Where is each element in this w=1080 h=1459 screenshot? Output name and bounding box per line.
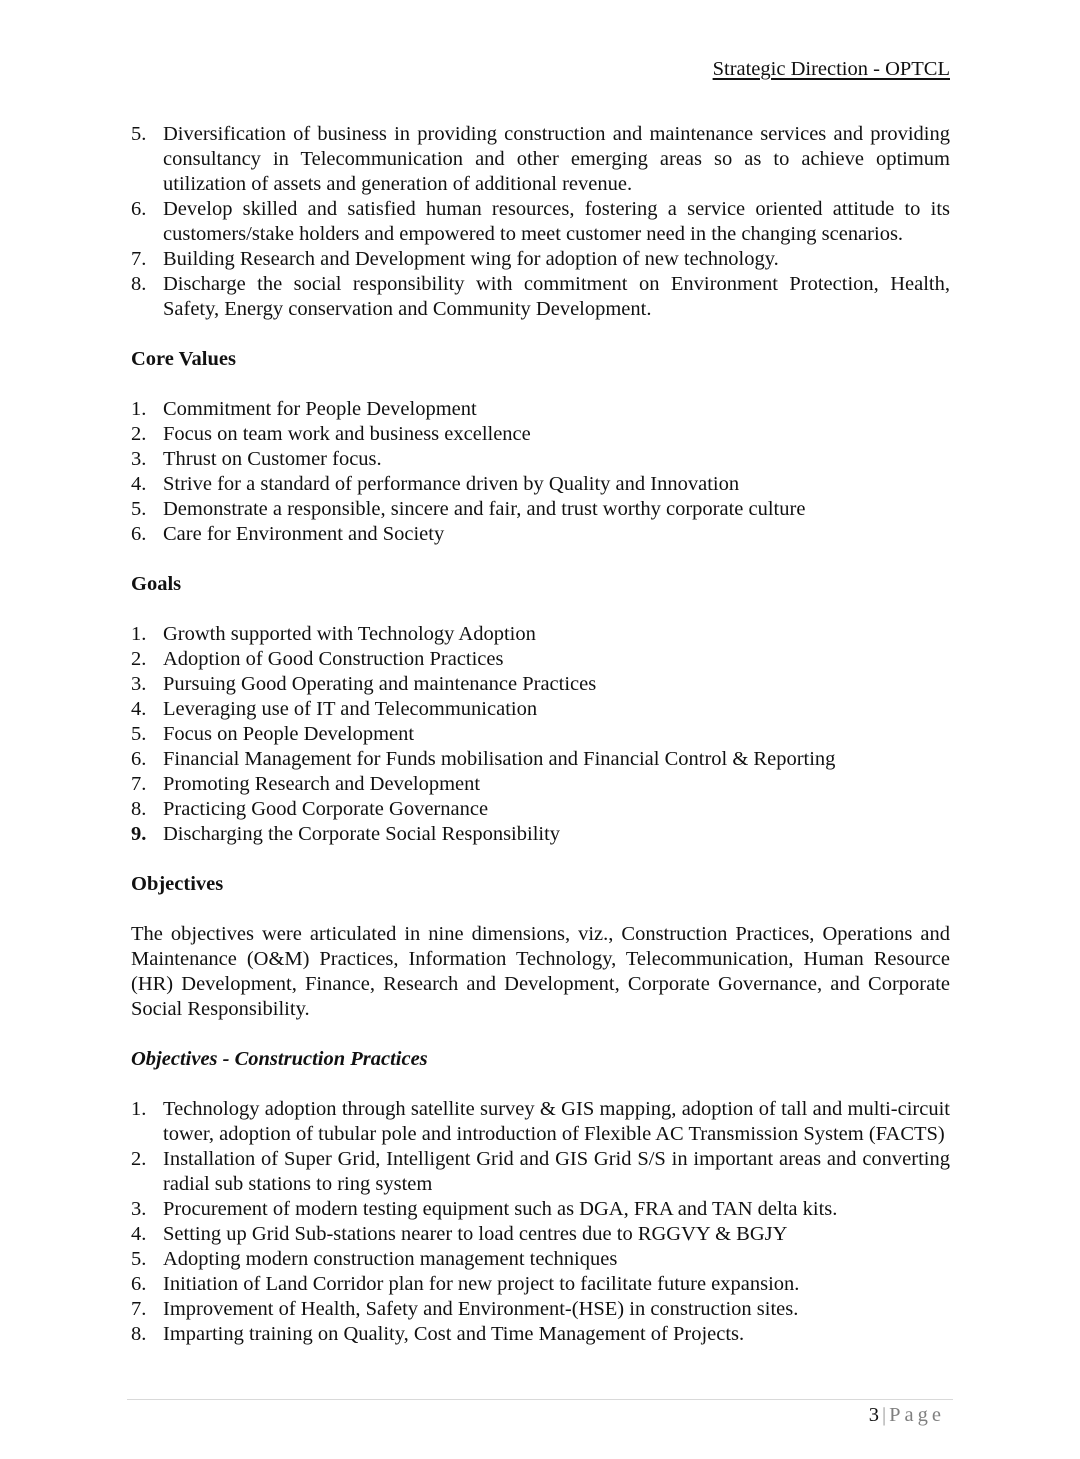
list-text: Focus on team work and business excellence [163, 423, 531, 445]
page-label: Page [889, 1404, 945, 1426]
list-number: 7. [131, 773, 147, 795]
list-number: 8. [131, 798, 147, 820]
list-text: Building Research and Development wing for adoption of new technology. [163, 248, 779, 270]
list-text: Practicing Good Corporate Governance [163, 798, 489, 820]
list-text: Growth supported with Technology Adoption [163, 623, 536, 645]
list-text: Diversification of business in providing construction and maintenance services and providing consultancy in Telecommunication and other emerging areas so as to achieve optimum utilization of assets and generation of additional revenue. [163, 123, 950, 195]
list-item [131, 1222, 950, 1247]
list-item [131, 1297, 950, 1322]
list-number: 6. [131, 523, 147, 545]
list-item [131, 747, 950, 772]
list-text: Improvement of Health, Safety and Environment-(HSE) in construction sites. [163, 1298, 799, 1320]
list-text: Leveraging use of IT and Telecommunication [163, 698, 538, 720]
objectives-heading: Objectives [131, 873, 224, 895]
construction-practices-list [131, 1097, 950, 1347]
list-item [131, 797, 950, 822]
list-text: Promoting Research and Development [163, 773, 481, 795]
list-number: 1. [131, 623, 147, 645]
list-item [131, 447, 950, 472]
list-number: 7. [131, 1298, 147, 1320]
list-item [131, 1272, 950, 1297]
list-number: 3. [131, 448, 147, 470]
list-number: 6. [131, 1273, 147, 1295]
list-number: 6. [131, 198, 147, 220]
list-text: Develop skilled and satisfied human resources, fostering a service oriented attitude to its customers/stake holders and empowered to meet customer need in the changing scenarios. [163, 198, 950, 245]
list-item [131, 422, 950, 447]
list-text: Adoption of Good Construction Practices [163, 648, 504, 670]
list-item [131, 1322, 950, 1347]
list-item [131, 622, 950, 647]
list-item [131, 272, 950, 322]
list-number: 4. [131, 698, 147, 720]
list-item [131, 772, 950, 797]
list-number: 4. [131, 1223, 147, 1245]
core-values-heading: Core Values [131, 348, 236, 370]
page-header-title: Strategic Direction - OPTCL [712, 58, 950, 80]
list-number: 5. [131, 498, 147, 520]
list-text: Imparting training on Quality, Cost and Time Management of Projects. [163, 1323, 745, 1345]
list-item [131, 522, 950, 547]
list-text: Financial Management for Funds mobilisation and Financial Control & Reporting [163, 748, 836, 770]
list-number: 8. [131, 1323, 147, 1345]
list-number: 4. [131, 473, 147, 495]
list-item [131, 472, 950, 497]
list-item [131, 1247, 950, 1272]
core-values-list [131, 397, 950, 547]
footer-separator: | [882, 1404, 887, 1426]
list-item [131, 672, 950, 697]
list-item [131, 697, 950, 722]
page-content [131, 122, 950, 1347]
list-number: 9. [131, 823, 147, 845]
list-item [131, 822, 950, 847]
list-item [131, 1097, 950, 1147]
list-number: 3. [131, 1198, 147, 1220]
list-item [131, 497, 950, 522]
list-number: 2. [131, 648, 147, 670]
list-text: Setting up Grid Sub-stations nearer to load centres due to RGGVY & BGJY [163, 1223, 788, 1245]
list-item [131, 397, 950, 422]
list-item [131, 722, 950, 747]
list-item [131, 197, 950, 247]
list-number: 8. [131, 273, 147, 295]
list-number: 7. [131, 248, 147, 270]
page-footer [869, 1403, 945, 1428]
list-text: Demonstrate a responsible, sincere and fair, and trust worthy corporate culture [163, 498, 806, 520]
list-number: 5. [131, 723, 147, 745]
list-number: 1. [131, 1098, 147, 1120]
list-text: Discharge the social responsibility with commitment on Environment Protection, Health, Safety, Energy conservation and Community Development. [163, 273, 950, 320]
list-text: Strive for a standard of performance driven by Quality and Innovation [163, 473, 740, 495]
list-text: Care for Environment and Society [163, 523, 445, 545]
goals-heading: Goals [131, 573, 182, 595]
list-text: Adopting modern construction management techniques [163, 1248, 618, 1270]
list-item [131, 1147, 950, 1197]
mission-list [131, 122, 950, 322]
page-number: 3 [868, 1404, 880, 1426]
list-text: Focus on People Development [163, 723, 415, 745]
construction-practices-heading: Objectives - Construction Practices [131, 1048, 428, 1070]
list-text: Discharging the Corporate Social Responsibility [163, 823, 561, 845]
list-item [131, 1197, 950, 1222]
list-text: Procurement of modern testing equipment such as DGA, FRA and TAN delta kits. [163, 1198, 838, 1220]
list-number: 6. [131, 748, 147, 770]
list-text: Installation of Super Grid, Intelligent Grid and GIS Grid S/S in important areas and converting radial sub stations to ring system [163, 1148, 950, 1195]
list-number: 2. [131, 423, 147, 445]
list-number: 3. [131, 673, 147, 695]
list-number: 1. [131, 398, 147, 420]
footer-divider [127, 1399, 953, 1400]
list-item [131, 247, 950, 272]
list-text: Technology adoption through satellite survey & GIS mapping, adoption of tall and multi-circuit tower, adoption of tubular pole and introduction of Flexible AC Transmission System (FACTS) [163, 1098, 950, 1145]
list-number: 2. [131, 1148, 147, 1170]
list-item [131, 647, 950, 672]
list-item [131, 122, 950, 197]
list-number: 5. [131, 1248, 147, 1270]
goals-list [131, 622, 950, 847]
objectives-paragraph: The objectives were articulated in nine dimensions, viz., Construction Practices, Operations and Maintenance (O&M) Practices, Information Technology, Telecommunication, Human Resource (HR) Development, Finance, Research and Development, Corporate Governance, and Corporate Social Responsibility. [131, 923, 950, 1020]
list-text: Pursuing Good Operating and maintenance Practices [163, 673, 597, 695]
list-number: 5. [131, 123, 147, 145]
list-text: Commitment for People Development [163, 398, 477, 420]
list-text: Initiation of Land Corridor plan for new project to facilitate future expansion. [163, 1273, 800, 1295]
list-text: Thrust on Customer focus. [163, 448, 382, 470]
